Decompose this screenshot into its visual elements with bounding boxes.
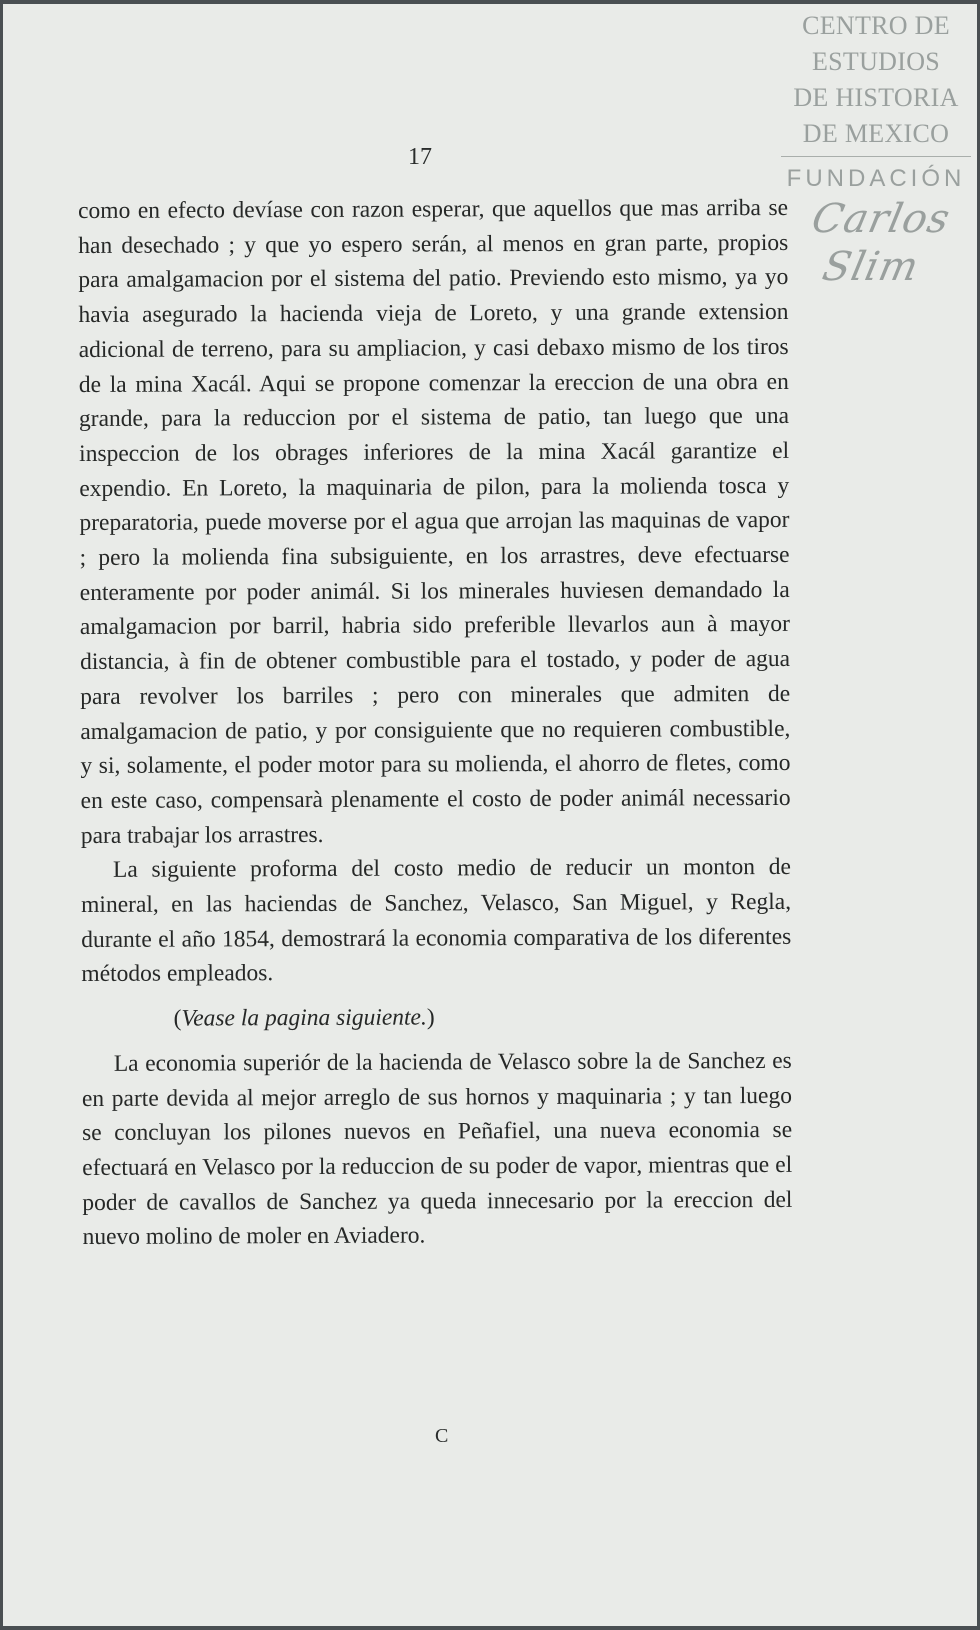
paragraph-2: La siguiente proforma del costo medio de reducir un monton de mineral, en las haciendas de Sanchez, Velasco, San Miguel, y Regla, durante el año 1854, demostrará la economia comparativa de los diferentes métodos empleados.: [81, 854, 792, 988]
watermark-line-2: ESTUDIOS: [811, 47, 941, 76]
watermark-signature: Carlos Slim: [807, 196, 955, 290]
watermark-foundation: FUNDACIÓN: [786, 165, 966, 192]
note-text: Vease la pagina siguiente.: [181, 1004, 427, 1032]
watermark-line-4: DE MEXICO: [802, 119, 950, 148]
archive-watermark: [781, 8, 971, 291]
body-text: [78, 191, 793, 1255]
signature-mark: C: [435, 1425, 449, 1447]
watermark-line-1: CENTRO DE: [802, 11, 950, 40]
note-open-paren: (: [173, 1005, 182, 1032]
page-number: 17: [408, 144, 432, 170]
paragraph-3: La economia superiór de la hacienda de Velasco sobre la de Sanchez es en parte devida al mejor arreglo de sus hornos y maquinaria ; y tan luego se concluyan los pilones nuevos en Peñafiel, una nueva economia se efectuará en Velasco por la reduccion de su poder de vapor, mientras que el poder de cavallos de Sanchez ya queda innecesario por la ereccion del nuevo molino de moler en Aviadero.: [81, 1047, 793, 1251]
document-page: [3, 4, 977, 1626]
watermark-divider: [781, 156, 971, 157]
watermark-line-3: DE HISTORIA: [793, 83, 959, 112]
page-reference-note: [82, 999, 792, 1037]
note-close-paren: ): [426, 1004, 435, 1031]
paragraph-1: como en efecto devíase con razon esperar, que aquellos que mas arriba se han desechado ; y que yo espero serán, al menos en gran parte, propios para amalgamacion por el sistema del patio. Previendo esto mismo, ya yo havia asegurado la hacienda vieja de Loreto, y una grande extension adicional de terreno, para su ampliacion, y casi debaxo mismo de los tiros de la mina Xacál. Aqui se propone comenzar la ereccion de una obra en grande, para la reduccion por el sistema de patio, tan luego que una inspeccion de los obrages inferiores de la mina Xacál garantize el expendio. En Loreto, la maquinaria de pilon, para la molienda tosca y preparatoria, puede moverse por el agua que arrojan las maquinas de vapor ; pero la molienda fina subsiguiente, en los arrastres, deve efectuarse enteramente por poder animál. Si los minerales huviesen demandado la amalgamacion por barril, habria sido preferible llevarlos aun à mayor distancia, à fin de obtener combustible para el tostado, y poder de agua para revolver los barriles ; pero con minerales que admiten de amalgamacion de patio, y por consiguiente que no requieren combustible, y si, solamente, el poder motor para su molienda, el ahorro de fletes, como en este caso, compensarà plenamente el costo de poder animál necessario para trabajar los arrastres.: [78, 194, 791, 849]
